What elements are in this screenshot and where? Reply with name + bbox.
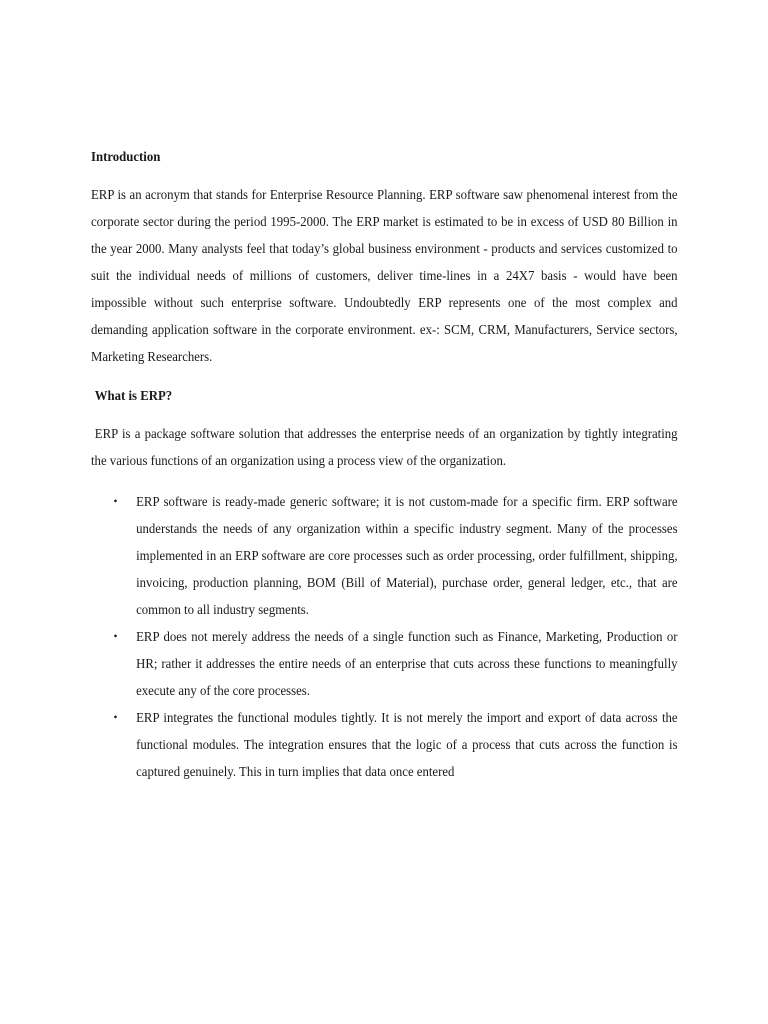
bullet-text: ERP software is ready-made generic software; it is not custom-made for a specific firm. ERP software understands the needs of any organization within a specific industry segment. Many of the processes implemented in an ERP software are core processes such as order processing, order fulfillment, shipping, invoicing, production planning, BOM (Bill of Material), purchase order, general ledger, etc., that are common to all industry segments. bbox=[136, 494, 678, 617]
bullet-icon: • bbox=[113, 494, 118, 508]
bullet-item-enterprise-needs bbox=[91, 623, 678, 704]
what-is-erp-heading: What is ERP? bbox=[94, 388, 173, 403]
bullet-icon: • bbox=[113, 629, 118, 643]
introduction-heading: Introduction bbox=[91, 149, 161, 164]
introduction-paragraph: ERP is an acronym that stands for Enterprise Resource Planning. ERP software saw phenomenal interest from the corporate sector during the period 1995-2000. The ERP market is estimated to be in excess of USD 80 Billion in the year 2000. Many analysts feel that today’s global business environment - products and services customized to suit the individual needs of millions of customers, deliver time-lines in a 24X7 basis - would have been impossible without such enterprise software. Undoubtedly ERP represents one of the most complex and demanding application software in the corporate environment. ex-: SCM, CRM, Manufacturers, Service sectors, Marketing Researchers. bbox=[91, 187, 678, 364]
erp-bullet-list bbox=[91, 488, 678, 785]
bullet-item-ready-made bbox=[91, 488, 678, 623]
bullet-icon: • bbox=[113, 710, 118, 724]
what-is-erp-paragraph: ERP is a package software solution that addresses the enterprise needs of an organization by tightly integrating the various functions of an organization using a process view of the organization. bbox=[91, 426, 678, 468]
bullet-item-integration bbox=[91, 704, 678, 785]
bullet-text: ERP integrates the functional modules tightly. It is not merely the import and export of data across the functional modules. The integration ensures that the logic of a process that cuts across the function is captured genuinely. This in turn implies that data once entered bbox=[136, 710, 678, 779]
document-content bbox=[91, 145, 678, 785]
bullet-text: ERP does not merely address the needs of a single function such as Finance, Marketing, Production or HR; rather it addresses the entire needs of an enterprise that cuts across these functions to meaningfully execute any of the core processes. bbox=[136, 629, 678, 698]
